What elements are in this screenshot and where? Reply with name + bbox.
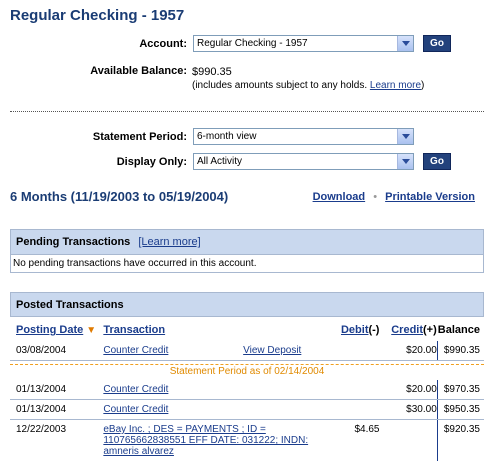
row-debit <box>341 380 380 400</box>
statement-divider <box>10 364 484 365</box>
account-go-button[interactable]: Go <box>423 35 451 52</box>
debit-header[interactable] <box>341 317 380 341</box>
learn-more-link[interactable]: Learn more <box>369 80 422 91</box>
posted-header <box>10 292 484 317</box>
row-date: 12/22/2003 <box>16 424 67 435</box>
sort-down-icon: ▼ <box>86 325 97 336</box>
available-balance-amount: $990.35 <box>192 66 232 78</box>
view-deposit-link[interactable]: View Deposit <box>243 345 302 356</box>
table-row <box>10 400 484 420</box>
account-select[interactable] <box>193 35 414 52</box>
row-date: 01/13/2004 <box>10 400 103 420</box>
account-select-value: Regular Checking - 1957 <box>197 38 308 49</box>
row-transaction <box>103 400 341 420</box>
row-balance: $950.35 <box>437 400 484 420</box>
row-transaction <box>103 420 341 462</box>
row-credit <box>379 420 437 462</box>
row-credit: $20.00 <box>379 380 437 400</box>
chevron-down-icon[interactable] <box>397 154 413 169</box>
display-only-select[interactable] <box>193 153 414 170</box>
posting-date-sort-link[interactable]: Posting Date <box>16 324 84 336</box>
debit-sign: (-) <box>368 324 380 336</box>
row-transaction <box>103 341 341 361</box>
display-only-label: Display Only: <box>116 155 187 168</box>
pending-message: No pending transactions have occurred in this account. <box>13 258 257 269</box>
pending-learn-more-link[interactable]: [Learn more] <box>138 236 201 248</box>
balance-header: Balance <box>437 317 484 341</box>
balance-row <box>40 65 424 93</box>
account-row <box>40 35 451 52</box>
transaction-link[interactable]: Counter Credit <box>103 384 169 395</box>
display-go-button[interactable]: Go <box>423 153 451 170</box>
transactions-table <box>10 317 484 461</box>
link-separator: • <box>373 191 378 203</box>
row-credit: $20.00 <box>379 341 437 361</box>
table-header-row <box>10 317 484 341</box>
debit-sort-link[interactable]: Debit <box>340 324 369 336</box>
posting-date-header[interactable] <box>10 317 103 341</box>
posted-title: Posted Transactions <box>16 298 124 311</box>
holds-note-close: ) <box>421 80 425 91</box>
row-debit: $4.65 <box>354 424 380 435</box>
row-debit <box>341 400 380 420</box>
row-debit <box>341 341 380 361</box>
download-link[interactable]: Download <box>312 191 366 203</box>
table-row <box>10 420 484 462</box>
printable-version-link[interactable]: Printable Version <box>385 191 475 203</box>
row-transaction <box>103 380 341 400</box>
row-balance: $970.35 <box>437 380 484 400</box>
row-balance: $990.35 <box>437 341 484 361</box>
statement-period-note: Statement Period as of 02/14/2004 <box>169 366 325 377</box>
statement-period-select[interactable] <box>193 128 414 145</box>
holds-note <box>192 79 424 93</box>
holds-note-text: (includes amounts subject to any holds. <box>192 80 368 91</box>
table-row <box>10 341 484 361</box>
transaction-link[interactable]: Counter Credit <box>103 345 169 356</box>
row-credit: $30.00 <box>379 400 437 420</box>
row-date: 01/13/2004 <box>10 380 103 400</box>
display-only-value: All Activity <box>197 156 243 167</box>
export-links <box>313 191 475 203</box>
transaction-link[interactable]: eBay Inc. ; DES = PAYMENTS ; ID = 110765662838551 EFF DATE: 031222; INDN: amneris alvarez <box>103 424 309 457</box>
statement-period-row <box>10 361 484 381</box>
row-balance: $920.35 <box>437 420 484 462</box>
statement-period-marker <box>10 361 484 381</box>
pending-title: Pending Transactions <box>16 236 131 248</box>
pending-header <box>11 230 483 255</box>
credit-sort-link[interactable]: Credit <box>391 324 424 336</box>
section-divider <box>10 111 484 112</box>
transaction-link[interactable]: Counter Credit <box>103 404 169 415</box>
page-title: Regular Checking - 1957 <box>10 7 185 24</box>
chevron-down-icon[interactable] <box>397 129 413 144</box>
statement-period-value: 6-month view <box>197 131 257 142</box>
credit-header[interactable] <box>379 317 437 341</box>
period-heading: 6 Months (11/19/2003 to 05/19/2004) <box>10 189 229 204</box>
table-row <box>10 380 484 400</box>
pending-transactions-section <box>10 229 484 273</box>
posted-transactions-section <box>10 292 488 461</box>
statement-period-label: Statement Period: <box>92 130 187 143</box>
chevron-down-icon[interactable] <box>397 36 413 51</box>
statement-period-row <box>40 128 414 145</box>
row-date: 03/08/2004 <box>10 341 103 361</box>
account-label: Account: <box>139 37 187 50</box>
available-balance-label: Available Balance: <box>90 65 187 77</box>
transaction-sort-link[interactable]: Transaction <box>103 324 166 336</box>
credit-sign: (+) <box>423 324 437 336</box>
transaction-header[interactable] <box>103 317 341 341</box>
display-only-row <box>40 153 451 170</box>
